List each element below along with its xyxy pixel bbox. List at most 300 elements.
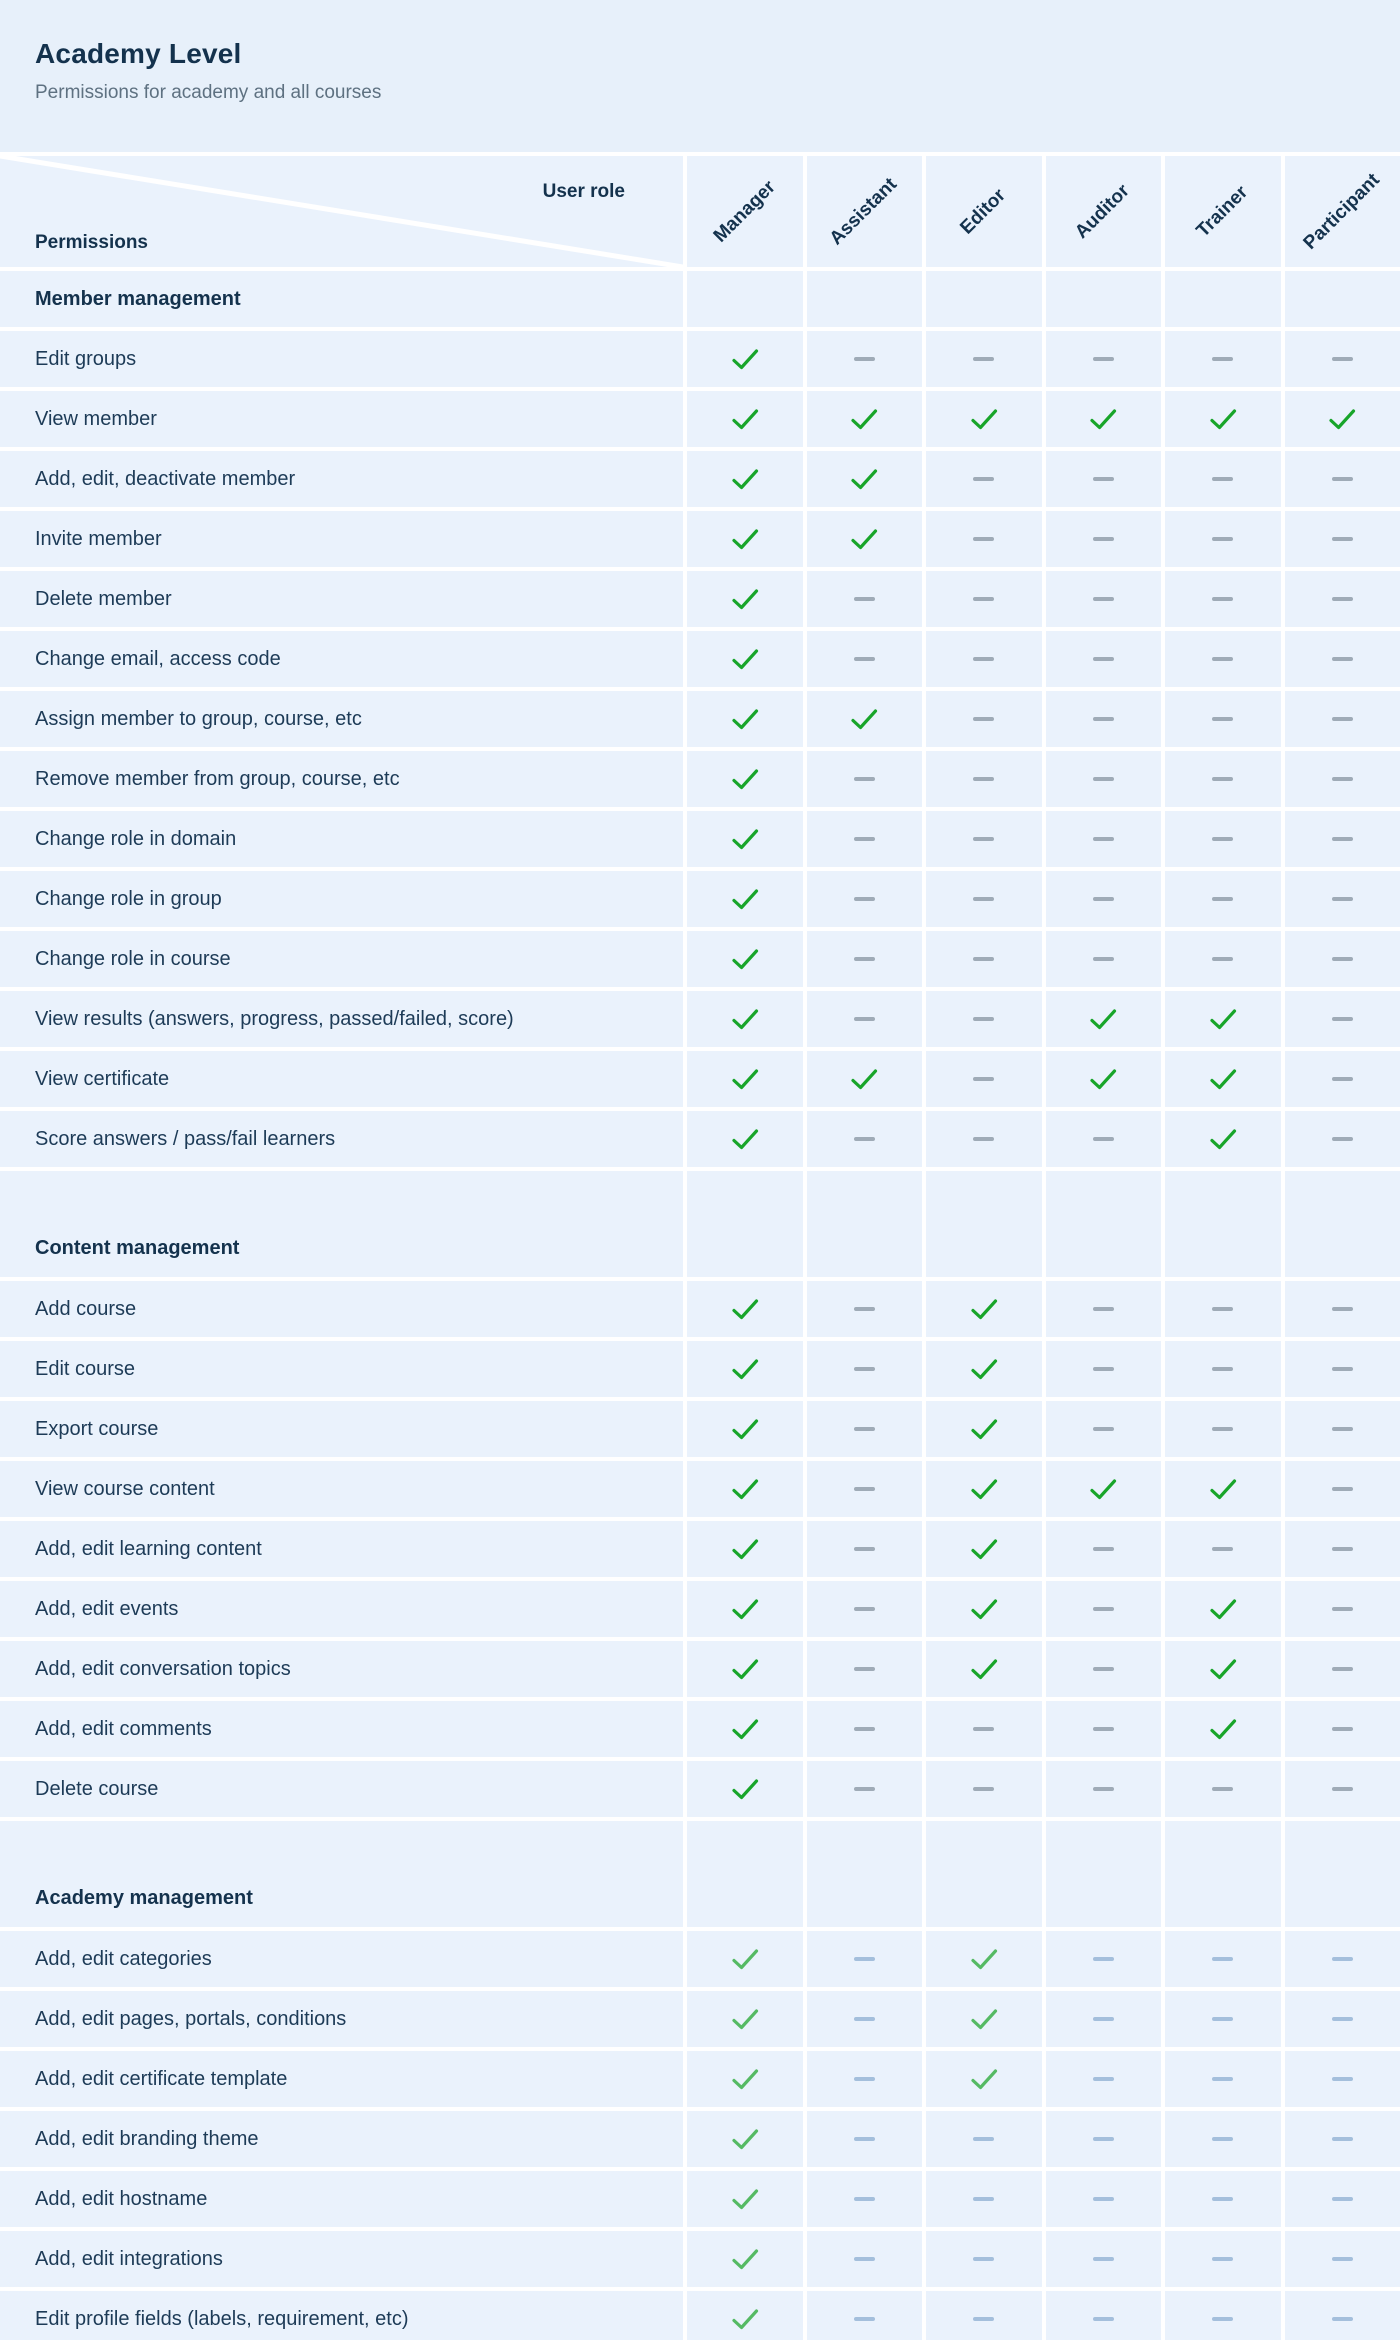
- permission-cell-manager: [687, 931, 803, 987]
- corner-cell: [0, 156, 683, 267]
- section-header-row: [0, 1171, 1400, 1277]
- dash-icon: [854, 2017, 875, 2021]
- permission-cell-manager: [687, 2111, 803, 2167]
- permission-label: Delete course: [35, 1777, 159, 1800]
- dash-icon: [854, 1957, 875, 1961]
- permission-cell-manager: [687, 631, 803, 687]
- dash-icon: [973, 477, 994, 481]
- permission-cell-editor: [926, 691, 1042, 747]
- permission-cell-auditor: [1046, 1281, 1162, 1337]
- permission-cell-manager: [687, 691, 803, 747]
- dash-icon: [1093, 1307, 1114, 1311]
- check-icon: [731, 1068, 759, 1090]
- dash-icon: [1093, 717, 1114, 721]
- permission-label-cell: [0, 991, 683, 1047]
- dash-icon: [1093, 957, 1114, 961]
- permission-cell-trainer: [1165, 391, 1281, 447]
- permission-cell-editor: [926, 1931, 1042, 1987]
- table-header-row: [0, 156, 1400, 267]
- permission-label: View results (answers, progress, passed/failed, score): [35, 1007, 514, 1030]
- check-icon: [970, 408, 998, 430]
- dash-icon: [1332, 1077, 1353, 1081]
- dash-icon: [1332, 1487, 1353, 1491]
- permission-cell-trainer: [1165, 931, 1281, 987]
- permission-cell-auditor: [1046, 1991, 1162, 2047]
- permission-cell-auditor: [1046, 2111, 1162, 2167]
- permission-cell-auditor: [1046, 991, 1162, 1047]
- table-row: [0, 511, 1400, 567]
- dash-icon: [854, 957, 875, 961]
- dash-icon: [854, 1307, 875, 1311]
- dash-icon: [1093, 1787, 1114, 1791]
- dash-icon: [1212, 477, 1233, 481]
- check-icon: [731, 1358, 759, 1380]
- dash-icon: [973, 717, 994, 721]
- permission-cell-auditor: [1046, 691, 1162, 747]
- check-icon: [731, 2188, 759, 2210]
- check-icon: [731, 2248, 759, 2270]
- dash-icon: [1332, 1607, 1353, 1611]
- dash-icon: [1332, 2137, 1353, 2141]
- permission-cell-auditor: [1046, 2231, 1162, 2287]
- check-icon: [970, 1298, 998, 1320]
- check-icon: [1328, 408, 1356, 430]
- page-title: Academy Level: [35, 38, 242, 69]
- dash-icon: [973, 537, 994, 541]
- dash-icon: [854, 897, 875, 901]
- dash-icon: [973, 897, 994, 901]
- permission-cell-participant: [1285, 1051, 1400, 1107]
- permission-label-cell: [0, 871, 683, 927]
- dash-icon: [973, 1017, 994, 1021]
- dash-icon: [1332, 1367, 1353, 1371]
- dash-icon: [1212, 2077, 1233, 2081]
- permission-cell-manager: [687, 2051, 803, 2107]
- permission-cell-editor: [926, 871, 1042, 927]
- permission-cell-trainer: [1165, 1641, 1281, 1697]
- permission-cell-manager: [687, 1111, 803, 1167]
- page-header: [0, 0, 1400, 152]
- role-column-header-assistant: [807, 156, 923, 267]
- permission-cell-assistant: [807, 2231, 923, 2287]
- permission-cell-auditor: [1046, 2051, 1162, 2107]
- permission-label: Change role in course: [35, 947, 231, 970]
- dash-icon: [854, 2257, 875, 2261]
- dash-icon: [973, 2317, 994, 2321]
- permission-cell-assistant: [807, 751, 923, 807]
- permission-cell-participant: [1285, 331, 1400, 387]
- check-icon: [731, 408, 759, 430]
- permission-cell-manager: [687, 1281, 803, 1337]
- dash-icon: [854, 2317, 875, 2321]
- permission-cell-assistant: [807, 1401, 923, 1457]
- dash-icon: [973, 2257, 994, 2261]
- dash-icon: [973, 2197, 994, 2201]
- dash-icon: [1212, 717, 1233, 721]
- dash-icon: [1212, 357, 1233, 361]
- permission-cell-trainer: [1165, 2051, 1281, 2107]
- table-row: [0, 331, 1400, 387]
- permission-cell-manager: [687, 871, 803, 927]
- check-icon: [731, 708, 759, 730]
- permission-cell-editor: [926, 571, 1042, 627]
- check-icon: [850, 468, 878, 490]
- check-icon: [1209, 1598, 1237, 1620]
- dash-icon: [1093, 477, 1114, 481]
- permission-label: Add, edit, deactivate member: [35, 467, 296, 490]
- table-row: [0, 751, 1400, 807]
- permission-cell-participant: [1285, 691, 1400, 747]
- dash-icon: [973, 357, 994, 361]
- dash-icon: [1332, 1667, 1353, 1671]
- dash-icon: [1212, 537, 1233, 541]
- dash-icon: [1212, 837, 1233, 841]
- permission-cell-editor: [926, 1521, 1042, 1577]
- permission-cell-participant: [1285, 631, 1400, 687]
- permission-cell-trainer: [1165, 511, 1281, 567]
- permission-cell-editor: [926, 2171, 1042, 2227]
- check-icon: [731, 1128, 759, 1150]
- section-title-cell: [0, 1171, 683, 1277]
- empty-cell: [1285, 1821, 1400, 1927]
- permission-label-cell: [0, 1281, 683, 1337]
- dash-icon: [1093, 657, 1114, 661]
- permission-label: Edit profile fields (labels, requirement, etc): [35, 2307, 409, 2330]
- permission-cell-manager: [687, 991, 803, 1047]
- dash-icon: [1093, 1957, 1114, 1961]
- permission-label-cell: [0, 2171, 683, 2227]
- role-label: Trainer: [1192, 181, 1253, 241]
- permission-cell-trainer: [1165, 1521, 1281, 1577]
- dash-icon: [1212, 2197, 1233, 2201]
- check-icon: [731, 1598, 759, 1620]
- check-icon: [731, 468, 759, 490]
- permission-label-cell: [0, 1641, 683, 1697]
- permission-cell-trainer: [1165, 331, 1281, 387]
- permission-label-cell: [0, 691, 683, 747]
- permission-cell-auditor: [1046, 1461, 1162, 1517]
- dash-icon: [854, 1787, 875, 1791]
- permission-cell-assistant: [807, 1701, 923, 1757]
- table-row: [0, 1341, 1400, 1397]
- permission-cell-assistant: [807, 1761, 923, 1817]
- table-row: [0, 571, 1400, 627]
- permission-cell-editor: [926, 451, 1042, 507]
- check-icon: [1209, 1128, 1237, 1150]
- permission-cell-manager: [687, 1051, 803, 1107]
- permission-cell-assistant: [807, 931, 923, 987]
- dash-icon: [1332, 837, 1353, 841]
- permission-cell-assistant: [807, 1341, 923, 1397]
- dash-icon: [854, 1487, 875, 1491]
- permission-label-cell: [0, 2291, 683, 2340]
- empty-cell: [807, 1821, 923, 1927]
- empty-cell: [926, 1171, 1042, 1277]
- section-title: Academy management: [35, 1887, 253, 1909]
- permission-cell-trainer: [1165, 1701, 1281, 1757]
- permission-cell-auditor: [1046, 2291, 1162, 2340]
- permission-label-cell: [0, 511, 683, 567]
- permission-cell-participant: [1285, 2051, 1400, 2107]
- role-label: Assistant: [826, 173, 902, 249]
- role-column-header-auditor: [1046, 156, 1162, 267]
- table-row: [0, 1991, 1400, 2047]
- table-row: [0, 391, 1400, 447]
- dash-icon: [1332, 897, 1353, 901]
- permission-label: Invite member: [35, 527, 162, 550]
- permission-label: View certificate: [35, 1067, 170, 1090]
- dash-icon: [1212, 957, 1233, 961]
- permission-label-cell: [0, 1991, 683, 2047]
- permission-cell-manager: [687, 451, 803, 507]
- permission-cell-auditor: [1046, 1521, 1162, 1577]
- permission-cell-auditor: [1046, 631, 1162, 687]
- table-row: [0, 991, 1400, 1047]
- section-title-cell: [0, 271, 683, 327]
- check-icon: [850, 408, 878, 430]
- permission-cell-editor: [926, 2051, 1042, 2107]
- permission-label-cell: [0, 571, 683, 627]
- permission-label: Change role in domain: [35, 827, 237, 850]
- permission-cell-auditor: [1046, 1581, 1162, 1637]
- empty-cell: [1046, 1171, 1162, 1277]
- table-row: [0, 2171, 1400, 2227]
- check-icon: [850, 708, 878, 730]
- permission-cell-editor: [926, 1341, 1042, 1397]
- permission-label: Add, edit pages, portals, conditions: [35, 2007, 347, 2030]
- dash-icon: [1332, 2077, 1353, 2081]
- permission-cell-editor: [926, 751, 1042, 807]
- table-row: [0, 1931, 1400, 1987]
- permission-cell-trainer: [1165, 1051, 1281, 1107]
- dash-icon: [1212, 777, 1233, 781]
- table-row: [0, 1641, 1400, 1697]
- permission-cell-assistant: [807, 571, 923, 627]
- dash-icon: [1332, 657, 1353, 661]
- permission-cell-auditor: [1046, 751, 1162, 807]
- check-icon: [731, 1778, 759, 1800]
- dash-icon: [1332, 1787, 1353, 1791]
- permission-cell-assistant: [807, 1111, 923, 1167]
- permission-cell-manager: [687, 811, 803, 867]
- permission-label-cell: [0, 751, 683, 807]
- dash-icon: [1093, 357, 1114, 361]
- permission-cell-trainer: [1165, 811, 1281, 867]
- permission-cell-assistant: [807, 451, 923, 507]
- section-header-row: [0, 1821, 1400, 1927]
- dash-icon: [1332, 1957, 1353, 1961]
- permission-cell-assistant: [807, 511, 923, 567]
- permission-label: Remove member from group, course, etc: [35, 767, 400, 790]
- permission-cell-trainer: [1165, 451, 1281, 507]
- permission-label: Delete member: [35, 587, 172, 610]
- permission-cell-manager: [687, 2291, 803, 2340]
- permission-label-cell: [0, 1701, 683, 1757]
- check-icon: [731, 1298, 759, 1320]
- dash-icon: [854, 1367, 875, 1371]
- permission-cell-trainer: [1165, 1761, 1281, 1817]
- table-row: [0, 1111, 1400, 1167]
- permission-cell-assistant: [807, 1521, 923, 1577]
- dash-icon: [973, 1077, 994, 1081]
- permission-cell-assistant: [807, 1641, 923, 1697]
- check-icon: [731, 948, 759, 970]
- permission-label: View course content: [35, 1477, 215, 1500]
- permission-cell-auditor: [1046, 1641, 1162, 1697]
- dash-icon: [1093, 1427, 1114, 1431]
- dash-icon: [1093, 537, 1114, 541]
- permission-cell-trainer: [1165, 1931, 1281, 1987]
- permission-cell-editor: [926, 1761, 1042, 1817]
- permission-cell-assistant: [807, 331, 923, 387]
- permission-cell-participant: [1285, 1111, 1400, 1167]
- dash-icon: [1212, 2257, 1233, 2261]
- dash-icon: [1332, 1307, 1353, 1311]
- permission-cell-auditor: [1046, 391, 1162, 447]
- permission-cell-manager: [687, 2171, 803, 2227]
- dash-icon: [973, 597, 994, 601]
- permission-cell-participant: [1285, 751, 1400, 807]
- check-icon: [731, 1418, 759, 1440]
- check-icon: [1209, 1008, 1237, 1030]
- permission-label: Change email, access code: [35, 647, 281, 670]
- dash-icon: [1212, 2317, 1233, 2321]
- dash-icon: [1332, 357, 1353, 361]
- permission-cell-auditor: [1046, 1341, 1162, 1397]
- permission-cell-participant: [1285, 1401, 1400, 1457]
- dash-icon: [1093, 777, 1114, 781]
- permission-cell-assistant: [807, 2111, 923, 2167]
- permission-cell-participant: [1285, 1581, 1400, 1637]
- empty-cell: [687, 1821, 803, 1927]
- permission-cell-manager: [687, 1931, 803, 1987]
- permission-cell-participant: [1285, 931, 1400, 987]
- permission-cell-auditor: [1046, 571, 1162, 627]
- permission-cell-manager: [687, 1991, 803, 2047]
- permission-cell-trainer: [1165, 1991, 1281, 2047]
- check-icon: [970, 1418, 998, 1440]
- permission-cell-participant: [1285, 2231, 1400, 2287]
- dash-icon: [1332, 777, 1353, 781]
- permission-label: Edit course: [35, 1357, 136, 1380]
- dash-icon: [973, 957, 994, 961]
- permission-cell-participant: [1285, 1701, 1400, 1757]
- permission-cell-auditor: [1046, 511, 1162, 567]
- check-icon: [970, 1358, 998, 1380]
- permission-cell-assistant: [807, 2171, 923, 2227]
- check-icon: [731, 1658, 759, 1680]
- table-row: [0, 451, 1400, 507]
- permission-cell-participant: [1285, 1991, 1400, 2047]
- permission-label: Add, edit branding theme: [35, 2127, 259, 2150]
- permission-cell-manager: [687, 1701, 803, 1757]
- permission-cell-manager: [687, 1341, 803, 1397]
- permission-cell-trainer: [1165, 571, 1281, 627]
- permission-cell-assistant: [807, 1281, 923, 1337]
- permission-cell-editor: [926, 2111, 1042, 2167]
- dash-icon: [1332, 1427, 1353, 1431]
- permission-cell-assistant: [807, 1051, 923, 1107]
- permission-label: Add course: [35, 1297, 137, 1320]
- permission-cell-manager: [687, 1461, 803, 1517]
- permission-label-cell: [0, 1761, 683, 1817]
- permission-cell-editor: [926, 1461, 1042, 1517]
- dash-icon: [973, 777, 994, 781]
- permission-label-cell: [0, 931, 683, 987]
- dash-icon: [1093, 1667, 1114, 1671]
- dash-icon: [1212, 657, 1233, 661]
- dash-icon: [854, 1427, 875, 1431]
- empty-cell: [1046, 271, 1162, 327]
- permission-cell-editor: [926, 811, 1042, 867]
- permission-cell-auditor: [1046, 1701, 1162, 1757]
- permission-label: Add, edit integrations: [35, 2247, 223, 2270]
- permission-cell-participant: [1285, 1641, 1400, 1697]
- empty-cell: [807, 1171, 923, 1277]
- check-icon: [1209, 1068, 1237, 1090]
- permission-cell-manager: [687, 751, 803, 807]
- dash-icon: [1093, 1547, 1114, 1551]
- permission-cell-participant: [1285, 391, 1400, 447]
- permission-cell-participant: [1285, 1931, 1400, 1987]
- empty-cell: [687, 271, 803, 327]
- permission-cell-participant: [1285, 1521, 1400, 1577]
- permission-label-cell: [0, 331, 683, 387]
- permission-cell-manager: [687, 1641, 803, 1697]
- permission-cell-participant: [1285, 511, 1400, 567]
- permission-cell-auditor: [1046, 1931, 1162, 1987]
- check-icon: [731, 828, 759, 850]
- permission-cell-assistant: [807, 2291, 923, 2340]
- check-icon: [731, 2068, 759, 2090]
- check-icon: [1209, 1658, 1237, 1680]
- dash-icon: [1332, 957, 1353, 961]
- check-icon: [731, 588, 759, 610]
- table-row: [0, 931, 1400, 987]
- check-icon: [731, 2128, 759, 2150]
- permission-label-cell: [0, 391, 683, 447]
- dash-icon: [1093, 2257, 1114, 2261]
- permission-cell-assistant: [807, 631, 923, 687]
- dash-icon: [1093, 2017, 1114, 2021]
- check-icon: [970, 1598, 998, 1620]
- permission-cell-manager: [687, 1401, 803, 1457]
- permission-label: Add, edit hostname: [35, 2187, 208, 2210]
- permission-cell-assistant: [807, 1931, 923, 1987]
- permission-cell-assistant: [807, 871, 923, 927]
- dash-icon: [1332, 1137, 1353, 1141]
- check-icon: [850, 528, 878, 550]
- permission-cell-manager: [687, 331, 803, 387]
- permission-cell-participant: [1285, 991, 1400, 1047]
- check-icon: [1089, 1068, 1117, 1090]
- permission-cell-trainer: [1165, 871, 1281, 927]
- permission-cell-editor: [926, 1581, 1042, 1637]
- dash-icon: [1332, 1017, 1353, 1021]
- permission-cell-participant: [1285, 2171, 1400, 2227]
- role-label: Manager: [709, 176, 780, 247]
- permission-cell-assistant: [807, 991, 923, 1047]
- permission-cell-assistant: [807, 811, 923, 867]
- dash-icon: [973, 1727, 994, 1731]
- permission-label-cell: [0, 2051, 683, 2107]
- permission-cell-auditor: [1046, 811, 1162, 867]
- dash-icon: [854, 657, 875, 661]
- permission-label-cell: [0, 1461, 683, 1517]
- permission-cell-editor: [926, 1111, 1042, 1167]
- permission-label: Add, edit certificate template: [35, 2067, 288, 2090]
- permission-cell-trainer: [1165, 2171, 1281, 2227]
